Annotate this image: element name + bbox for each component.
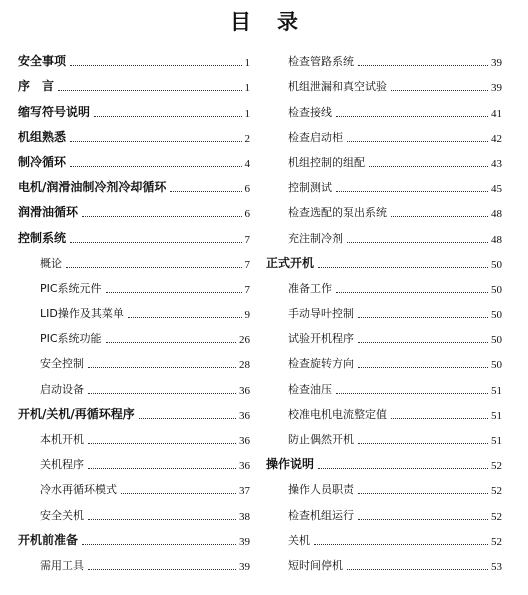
toc-entry-page-number: 52	[491, 535, 502, 548]
toc-entry-page-number: 7	[244, 258, 250, 271]
toc-entry-label: 关机	[288, 533, 310, 547]
toc-entry[interactable]	[266, 321, 502, 346]
toc-entry-page-number: 43	[491, 157, 502, 170]
toc-entry-page-number: 1	[244, 82, 250, 95]
toc-entry[interactable]	[18, 271, 250, 296]
dot-leader	[88, 518, 236, 520]
toc-entry[interactable]	[266, 220, 502, 245]
dot-leader	[358, 366, 488, 368]
toc-entry[interactable]	[266, 120, 502, 145]
toc-entry-label: 开机/关机/再循环程序	[18, 406, 135, 421]
toc-entry[interactable]	[18, 296, 250, 321]
toc-entry-page-number: 36	[239, 384, 250, 397]
toc-entry-label: 本机开机	[40, 433, 84, 446]
toc-entry-page-number: 50	[491, 283, 502, 296]
toc-entry[interactable]	[18, 69, 250, 94]
dot-leader	[336, 190, 488, 192]
dot-leader	[347, 241, 488, 243]
toc-entry-label: 机组泄漏和真空试验	[288, 80, 387, 94]
dot-leader	[82, 543, 236, 545]
toc-entry-page-number: 6	[244, 208, 250, 221]
toc-entry-label: 开机前准备	[18, 532, 79, 547]
toc-entry-page-number: 26	[239, 334, 250, 347]
dot-leader	[88, 568, 236, 570]
dot-leader	[70, 241, 241, 243]
toc-entry[interactable]	[18, 220, 250, 245]
toc-entry-page-number: 7	[244, 233, 250, 246]
toc-entry-page-number: 1	[244, 107, 250, 120]
toc-entry[interactable]	[266, 472, 502, 497]
toc-entry[interactable]	[266, 246, 502, 271]
dot-leader	[106, 341, 236, 343]
toc-entry-page-number: 1	[244, 57, 250, 70]
toc-entry-label: 检查旋转方向	[288, 357, 354, 371]
toc-entry-page-number: 6	[244, 183, 250, 196]
toc-entry-label: 操作人员职责	[288, 483, 354, 497]
toc-entry-label: PIC系统元件	[40, 281, 102, 295]
toc-entry-label: 控制系统	[18, 230, 67, 245]
toc-entry-label: 检查机组运行	[288, 508, 354, 522]
dot-leader	[358, 442, 488, 444]
toc-entry-page-number: 2	[244, 132, 250, 145]
toc-entry[interactable]	[266, 548, 502, 573]
toc-entry-label: 机组熟悉	[18, 129, 67, 144]
toc-entry[interactable]	[18, 422, 250, 447]
toc-entry[interactable]	[266, 69, 502, 94]
toc-entry-label: 制冷循环	[18, 154, 67, 169]
dot-leader	[358, 492, 488, 494]
dot-leader	[358, 341, 488, 343]
toc-entry-page-number: 53	[491, 560, 502, 573]
dot-leader	[347, 568, 488, 570]
toc-entry[interactable]	[266, 44, 502, 69]
dot-leader	[318, 266, 488, 268]
dot-leader	[336, 291, 488, 293]
toc-entry-page-number: 36	[239, 460, 250, 473]
dot-leader	[336, 392, 488, 394]
dot-leader	[358, 518, 488, 520]
toc-entry[interactable]	[18, 472, 250, 497]
toc-entry-page-number: 50	[491, 334, 502, 347]
toc-entry-label: 准备工作	[288, 281, 332, 295]
toc-entry[interactable]	[266, 94, 502, 119]
dot-leader	[82, 215, 241, 217]
toc-entry-label: 概论	[40, 256, 62, 270]
dot-leader	[347, 140, 488, 142]
dot-leader	[391, 215, 488, 217]
toc-entry[interactable]	[266, 371, 502, 396]
toc-entry-page-number: 39	[239, 535, 250, 548]
toc-entry[interactable]	[18, 120, 250, 145]
toc-entry-label: 需用工具	[40, 558, 84, 572]
toc-entry[interactable]	[266, 497, 502, 522]
dot-leader	[106, 291, 242, 293]
toc-entry-label: 检查管路系统	[288, 55, 354, 69]
dot-leader	[88, 392, 236, 394]
dot-leader	[88, 366, 236, 368]
toc-entry[interactable]	[18, 371, 250, 396]
toc-entry[interactable]	[18, 94, 250, 119]
dot-leader	[128, 316, 242, 318]
toc-entry-page-number: 48	[491, 233, 502, 246]
toc-entry-label: 安全控制	[40, 357, 84, 371]
toc-entry[interactable]	[266, 170, 502, 195]
toc-entry-page-number: 52	[491, 460, 502, 473]
toc-entry-label: 安全关机	[40, 508, 84, 522]
toc-entry[interactable]	[18, 497, 250, 522]
dot-leader	[121, 492, 236, 494]
dot-leader	[70, 64, 241, 66]
toc-entry[interactable]	[18, 321, 250, 346]
toc-entry-label: 序 言	[18, 79, 55, 94]
toc-entry-label: 防止偶然开机	[288, 433, 354, 446]
toc-entry-label: 操作说明	[266, 457, 315, 472]
toc-left-column	[18, 44, 250, 573]
toc-entry[interactable]	[18, 447, 250, 472]
toc-right-column	[266, 44, 502, 573]
toc-entry-label: 缩写符号说明	[18, 104, 91, 119]
dot-leader	[58, 89, 241, 91]
toc-entry[interactable]	[18, 523, 250, 548]
toc-entry-page-number: 36	[239, 435, 250, 447]
toc-entry-label: PIC系统功能	[40, 332, 102, 346]
dot-leader	[358, 316, 488, 318]
toc-entry-page-number: 42	[491, 132, 502, 145]
toc-entry-page-number: 37	[239, 485, 250, 498]
toc-entry-label: 校准电机电流整定值	[288, 407, 387, 421]
toc-entry-page-number: 51	[491, 435, 502, 447]
dot-leader	[391, 89, 488, 91]
toc-entry-label: 正式开机	[266, 255, 315, 270]
toc-entry[interactable]	[18, 397, 250, 422]
toc-entry-page-number: 41	[491, 107, 502, 120]
toc-entry-label: 检查油压	[288, 382, 332, 396]
toc-entry-page-number: 4	[244, 157, 250, 170]
toc-entry-label: 启动设备	[40, 382, 84, 396]
toc-entry-label: 控制测试	[288, 181, 332, 195]
toc-entry[interactable]	[18, 246, 250, 271]
toc-entry[interactable]	[266, 523, 502, 548]
dot-leader	[170, 190, 241, 192]
toc-entry[interactable]	[266, 296, 502, 321]
toc-entry[interactable]	[266, 195, 502, 220]
toc-entry[interactable]	[18, 170, 250, 195]
toc-entry-page-number: 50	[491, 309, 502, 322]
toc-entry-page-number: 51	[491, 409, 502, 422]
page-title: 目录	[230, 10, 324, 34]
toc-entry-label: 试验开机程序	[288, 332, 354, 346]
toc-entry-label: 手动导叶控制	[288, 307, 354, 321]
dot-leader	[70, 165, 241, 167]
toc-entry-page-number: 39	[491, 57, 502, 70]
toc-entry-page-number: 45	[491, 183, 502, 196]
toc-entry-label: 检查接线	[288, 105, 332, 119]
toc-entry-page-number: 7	[244, 283, 250, 296]
toc-entry-page-number: 50	[491, 258, 502, 271]
toc-entry-page-number: 39	[491, 82, 502, 95]
toc-entry[interactable]	[266, 271, 502, 296]
dot-leader	[358, 64, 488, 66]
dot-leader	[369, 165, 488, 167]
toc-entry-label: 检查选配的泵出系统	[288, 206, 387, 220]
toc-entry-page-number: 51	[491, 384, 502, 397]
toc-entry-label: LID操作及其菜单	[40, 307, 124, 321]
toc-entry[interactable]	[18, 195, 250, 220]
toc-entry-label: 机组控制的组配	[288, 155, 365, 169]
dot-leader	[318, 467, 488, 469]
toc-entry[interactable]	[18, 145, 250, 170]
toc-entry-page-number: 28	[239, 359, 250, 372]
toc-entry-page-number: 48	[491, 208, 502, 221]
toc-entry-page-number: 9	[244, 309, 250, 322]
toc-entry-label: 润滑油循环	[18, 205, 79, 220]
toc-entry-page-number: 36	[239, 409, 250, 422]
toc-entry[interactable]	[18, 44, 250, 69]
toc-entry[interactable]	[266, 447, 502, 472]
toc-entry-label: 冷水再循环模式	[40, 483, 117, 497]
toc-entry-page-number: 39	[239, 560, 250, 573]
toc-entry-label: 短时间停机	[288, 558, 343, 572]
toc-entry[interactable]	[18, 548, 250, 573]
toc-entry-page-number: 50	[491, 359, 502, 372]
toc-entry-label: 电机/润滑油制冷剂冷却循环	[18, 180, 167, 195]
toc-entry-label: 安全事项	[18, 54, 67, 69]
dot-leader	[336, 115, 488, 117]
toc-entry-page-number: 52	[491, 510, 502, 523]
toc-entry[interactable]	[266, 397, 502, 422]
dot-leader	[70, 140, 241, 142]
dot-leader	[88, 442, 236, 444]
dot-leader	[88, 467, 236, 469]
dot-leader	[66, 266, 242, 268]
dot-leader	[94, 115, 241, 117]
toc-entry-label: 关机程序	[40, 458, 84, 472]
dot-leader	[314, 543, 488, 545]
toc-entry[interactable]	[18, 346, 250, 371]
toc-entry[interactable]	[266, 422, 502, 447]
toc-entry[interactable]	[266, 346, 502, 371]
toc-entry-label: 充注制冷剂	[288, 231, 343, 245]
toc-entry[interactable]	[266, 145, 502, 170]
dot-leader	[391, 417, 488, 419]
toc-entry-page-number: 52	[491, 485, 502, 498]
toc-entry-page-number: 38	[239, 510, 250, 523]
toc-entry-label: 检查启动柜	[288, 130, 343, 144]
dot-leader	[139, 417, 236, 419]
